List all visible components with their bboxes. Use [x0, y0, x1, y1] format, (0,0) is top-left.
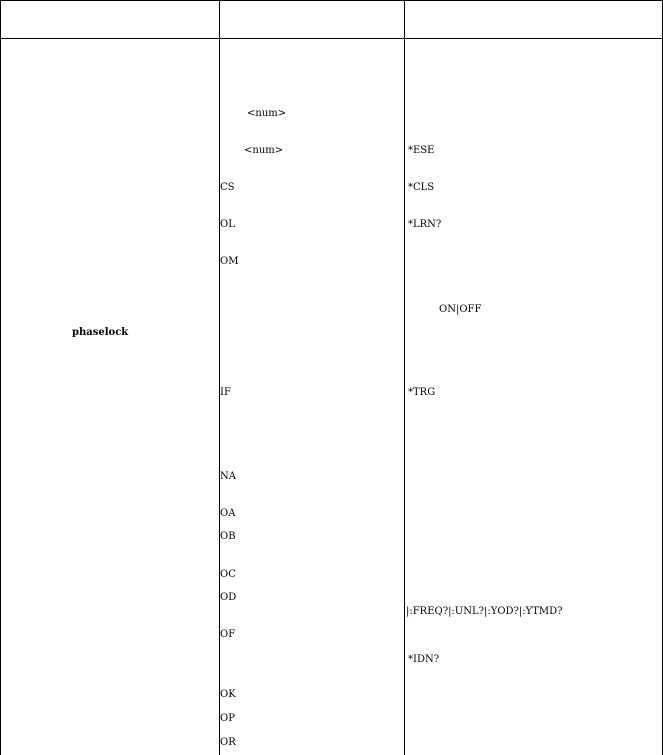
left-border [0, 0, 1, 755]
column-divider-2 [404, 0, 405, 755]
header-cell-3 [405, 1, 662, 38]
col2-item: OK [220, 689, 236, 700]
col2-item: OC [220, 569, 236, 580]
col2-item: OM [220, 256, 239, 267]
col3-item: *IDN? [408, 654, 440, 665]
col2-item: CS [220, 182, 235, 193]
col3-item: *LRN? [408, 219, 442, 230]
phaselock-label: phaselock [72, 327, 129, 338]
col2-item: OP [220, 713, 235, 724]
col2-item: NA [220, 471, 236, 482]
col3-item: *TRG [408, 387, 436, 398]
col3-item: |:FREQ?|:UNL?|:YOD?|:YTMD? [406, 606, 563, 617]
col2-item: OD [220, 592, 237, 603]
header-cell-1 [1, 1, 219, 38]
col2-item: OB [220, 531, 236, 542]
col3-item: *CLS [408, 182, 435, 193]
header-divider [0, 38, 663, 39]
col2-item: IF [220, 387, 231, 398]
col2-item: <num> [244, 145, 284, 156]
col2-item: OR [220, 737, 236, 748]
col2-item: <num> [247, 108, 287, 119]
col2-item: OF [220, 629, 236, 640]
column-divider-1 [219, 0, 220, 755]
col2-item: OA [220, 508, 236, 519]
col2-item: OL [220, 219, 235, 230]
col3-item: ON|OFF [439, 304, 482, 315]
col3-item: *ESE [408, 145, 435, 156]
header-cell-2 [220, 1, 404, 38]
